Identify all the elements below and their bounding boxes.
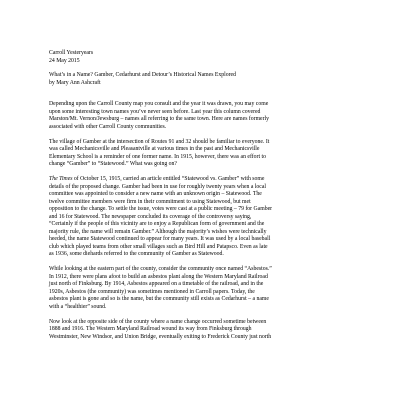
column-name: Carroll Yesteryears bbox=[49, 50, 94, 56]
spacer bbox=[49, 65, 364, 72]
publication-date: 24 May 2015 bbox=[49, 57, 80, 64]
paragraph bbox=[49, 176, 364, 259]
spacer bbox=[49, 87, 364, 101]
paragraph: While looking at the eastern part of the county, consider the community once named “Asbestos.” In 1912, there were plans afoot to build an asbestos plant along the Western Maryland Railroad just north of Finksburg. By 1914, Asbestos appeared on a timetable of the railroad, and in the 1920s, Asbestos (the community) was sometimes mentioned in Carroll papers. Today, the asbestos plant is gone and so is the name, but the community still exists as Cedarhurst – a name with a “healthier” sound. bbox=[49, 266, 272, 310]
paragraph: Depending upon the Carroll County map you consult and the year it was drawn, you may come upon some interesting town names you’ve never seen before. Last year this column covered Marston/Mt. Vernon/Jewsburg – names all referring to the same town. Here are names formerly associated with other Carroll County communities. bbox=[49, 101, 269, 130]
paragraph: The village of Gamber at the intersection of Routes 91 and 32 should be familiar to everyone. It was called Mechanicsville and Pleasantville at various times in the past and Mechanicsville Elementary School is a reminder of one former name. In 1915, however, there was an effort to change “Gamber” to “Statewood.” What was going on? bbox=[49, 138, 270, 168]
paragraph-text: of October 15, 1915, carried an article entitled “Statewood vs. Gamber” with some details of the proposed change. Gamber had been in use for roughly twenty years when a local committee was appointed to consider a new name with an unknown origin – Statewood. The twelve committee members were firm in their commitment to using Statewood, but met opposition to the change. To settle the issue, votes were cast at a public meeting – 79 for Gamber and 16 for Statewood. The newspaper concluded its coverage of the controversy saying, “Certainly if the people of this vicinity are to enjoy a Republican form of government and the majority rule, the name will remain Gamber.” Although the majority’s wishes were technically heeded, the name Statewood continued to appear for many years. It was used by a local baseball club which played teams from other small villages such as Bird Hill and Patapsco. Even as late as 1936, some diehards referred to the community of Gamber as Statewood. bbox=[49, 176, 273, 258]
article-byline: by Mary Ann Ashcraft bbox=[49, 79, 101, 86]
paragraph: Now look at the opposite side of the county where a name change occurred sometime between 1888 and 1916. The Western Maryland Railroad wound its way from Finksburg through Westminster, New Windsor, and Union Bridge, eventually exiting to Frederick County just north bbox=[49, 318, 272, 340]
article-title: What’s in a Name? Gamber, Cedarhurst and Detour’s Historical Names Explored bbox=[49, 72, 236, 78]
article bbox=[49, 50, 364, 349]
newspaper-name: The Times bbox=[49, 176, 73, 183]
